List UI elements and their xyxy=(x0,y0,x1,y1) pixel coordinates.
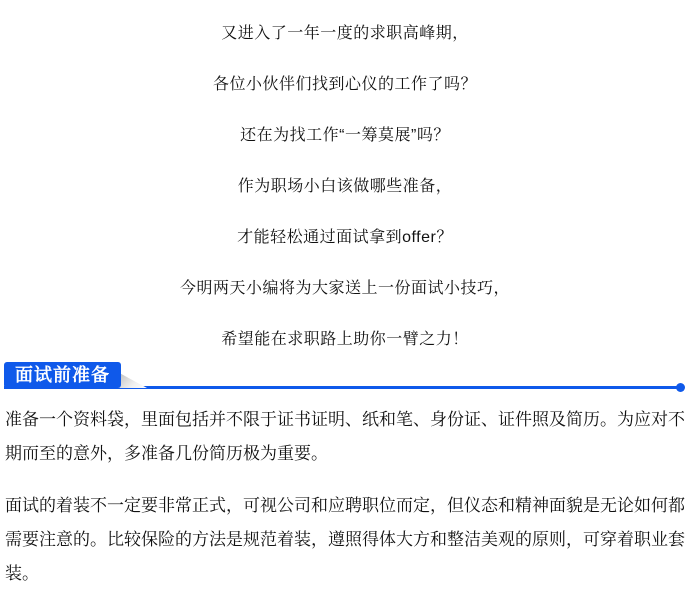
line-end-dot xyxy=(676,383,685,392)
intro-line: 今明两天小编将为大家送上一份面试小技巧， xyxy=(179,280,510,297)
article-body xyxy=(0,391,690,591)
intro-line: 各位小伙伴们找到心仪的工作了吗？ xyxy=(212,76,477,93)
intro-line: 作为职场小白该做哪些准备， xyxy=(237,178,453,195)
intro-line: 还在为找工作“一筹莫展”吗？ xyxy=(240,127,450,144)
body-paragraph: 面试的着装不一定要非常正式，可视公司和应聘职位而定，但仪态和精神面貌是无论如何都需要注意的。比较保险的方法是规范着装，遵照得体大方和整洁美观的原则，可穿着职业套装。 xyxy=(5,496,685,583)
intro-line: 又进入了一年一度的求职高峰期， xyxy=(221,25,469,42)
intro-line: 希望能在求职路上助你一臂之力！ xyxy=(221,331,469,348)
section-title-badge: 面试前准备 xyxy=(4,362,121,388)
section-header xyxy=(0,362,690,391)
intro-line: 才能轻松通过面试拿到offer？ xyxy=(237,229,453,246)
body-paragraph: 准备一个资料袋，里面包括并不限于证书证明、纸和笔、身份证、证件照及简历。为应对不期而至的意外，多准备几份简历极为重要。 xyxy=(5,410,685,463)
